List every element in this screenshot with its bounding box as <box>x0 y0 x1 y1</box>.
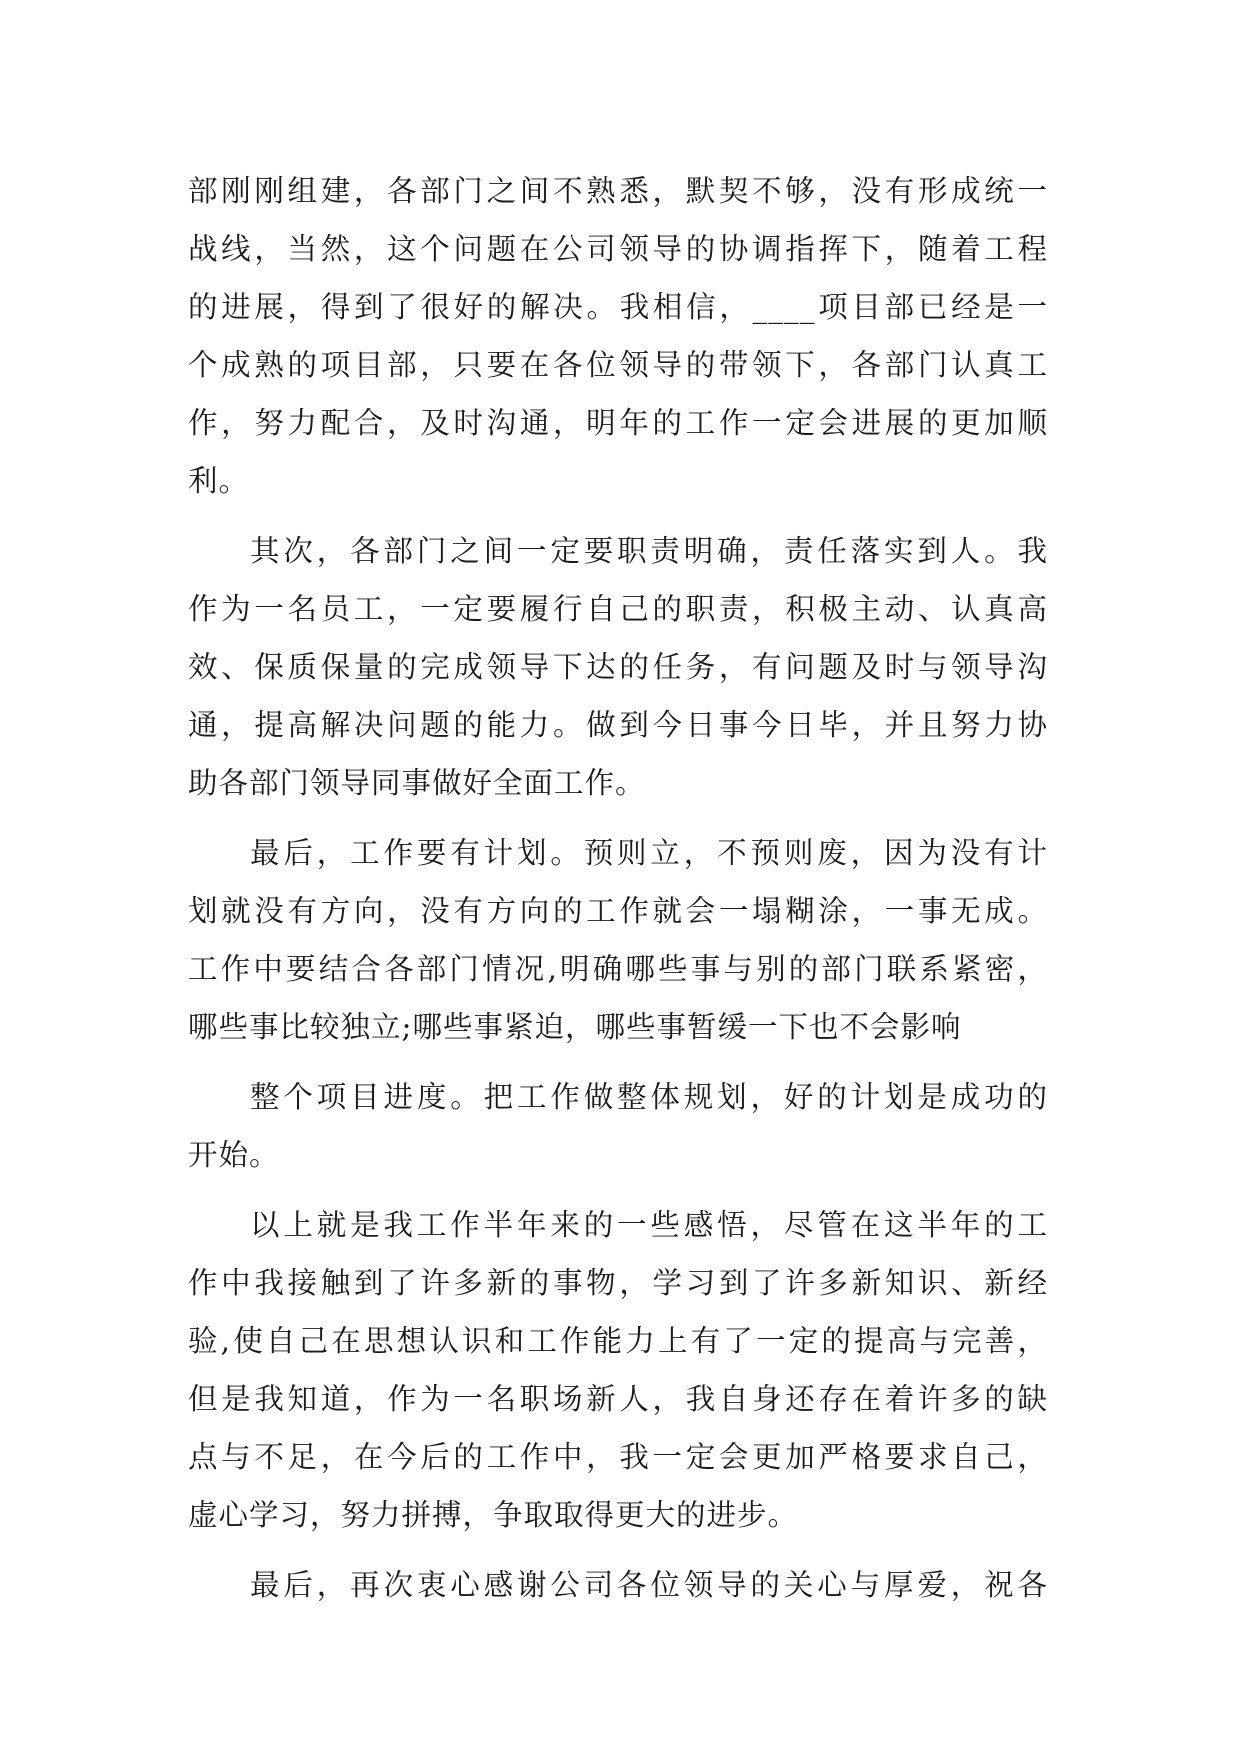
paragraph <box>188 162 1048 510</box>
text-line: 最后，再次衷心感谢公司各位领导的关心与厚爱，祝各 <box>250 1568 1048 1602</box>
text-line: 作为一名员工，一定要履行自己的职责，积极主动、认真高 <box>188 592 1048 626</box>
text-line: 划就没有方向，没有方向的工作就会一塌糊涂，一事无成。 <box>188 894 1048 928</box>
text-line: 以上就是我工作半年来的一些感悟，尽管在这半年的工 <box>250 1208 1048 1242</box>
text-line: 工作中要结合各部门情况,明确哪些事与别的部门联系紧密， <box>188 952 1048 986</box>
text-line: 战线，当然，这个问题在公司领导的协调指挥下，随着工程 <box>188 232 1048 266</box>
text-line: 开始。 <box>188 1138 280 1172</box>
text-line: 效、保质保量的完成领导下达的任务，有问题及时与领导沟 <box>188 650 1048 684</box>
text-line: 利。 <box>188 464 250 498</box>
text-line: 通，提高解决问题的能力。做到今日事今日毕，并且努力协 <box>188 708 1048 742</box>
text-line: 哪些事比较独立;哪些事紧迫，哪些事暂缓一下也不会影响 <box>188 1010 962 1044</box>
paragraph <box>188 1068 1048 1184</box>
text-line: 助各部门领导同事做好全面工作。 <box>188 766 646 800</box>
paragraph <box>188 1556 1048 1614</box>
text-line: 个成熟的项目部，只要在各位领导的带领下，各部门认真工 <box>188 348 1048 382</box>
text-line: 的进展，得到了很好的解决。我相信，____项目部已经是一 <box>188 290 1048 324</box>
text-line: 验,使自己在思想认识和工作能力上有了一定的提高与完善， <box>188 1324 1048 1358</box>
text-line: 点与不足，在今后的工作中，我一定会更加严格要求自己， <box>188 1440 1048 1474</box>
paragraph <box>188 1196 1048 1544</box>
text-line: 最后，工作要有计划。预则立，不预则废，因为没有计 <box>250 836 1048 870</box>
text-line: 部刚刚组建，各部门之间不熟悉，默契不够，没有形成统一 <box>188 174 1048 208</box>
text-line: 其次，各部门之间一定要职责明确，责任落实到人。我 <box>250 534 1048 568</box>
text-line: 作中我接触到了许多新的事物，学习到了许多新知识、新经 <box>188 1266 1048 1300</box>
text-line: 作，努力配合，及时沟通，明年的工作一定会进展的更加顺 <box>188 406 1048 440</box>
paragraph <box>188 824 1048 1056</box>
document-body <box>188 162 1048 1614</box>
paragraph <box>188 522 1048 812</box>
text-line: 整个项目进度。把工作做整体规划，好的计划是成功的 <box>250 1080 1048 1114</box>
text-line: 虚心学习，努力拼搏，争取取得更大的进步。 <box>188 1498 799 1532</box>
text-line: 但是我知道，作为一名职场新人，我自身还存在着许多的缺 <box>188 1382 1048 1416</box>
